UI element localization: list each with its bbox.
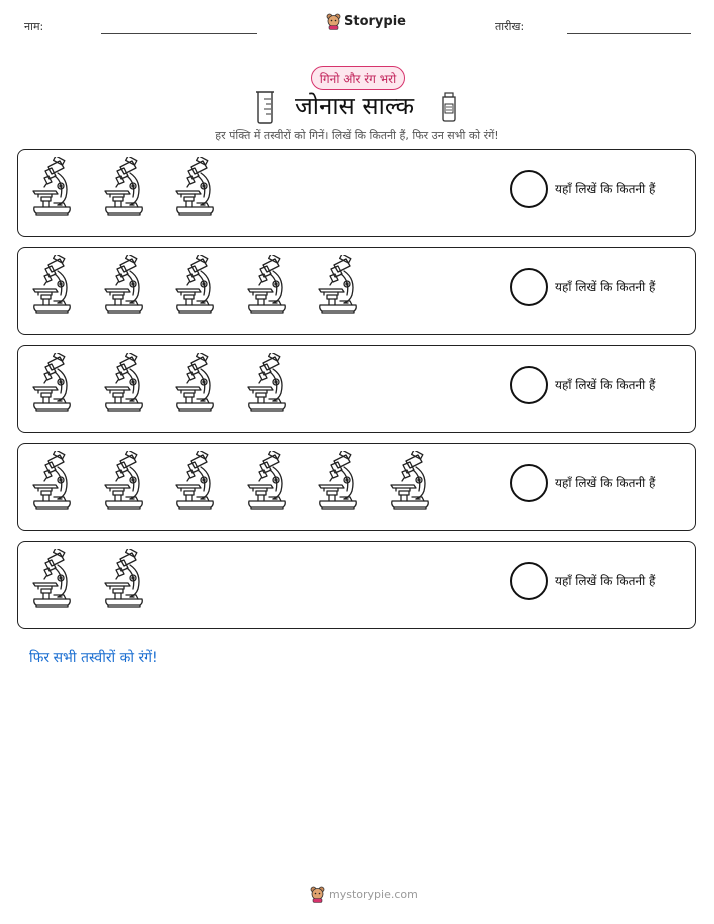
counting-row xyxy=(17,149,696,237)
microscope-icon[interactable] xyxy=(30,451,74,515)
microscope-icon[interactable] xyxy=(30,549,74,613)
date-label: तारीख: xyxy=(495,20,525,33)
microscope-icon[interactable] xyxy=(30,157,74,221)
counting-row xyxy=(17,345,696,433)
answer-circle[interactable] xyxy=(510,562,548,600)
activity-badge: गिनो और रंग भरो xyxy=(311,66,405,90)
counting-row xyxy=(17,443,696,531)
bear-logo-icon xyxy=(310,886,325,903)
name-label: नाम: xyxy=(24,20,44,33)
microscope-icon[interactable] xyxy=(30,255,74,319)
microscope-icon[interactable] xyxy=(102,451,146,515)
microscope-icon[interactable] xyxy=(245,451,289,515)
answer-prompt: यहाँ लिखें कि कितनी हैं xyxy=(555,182,656,196)
microscope-icon[interactable] xyxy=(173,157,217,221)
microscope-icon[interactable] xyxy=(388,451,432,515)
page-title: जोनास साल्क xyxy=(295,92,415,120)
answer-circle[interactable] xyxy=(510,170,548,208)
answer-circle[interactable] xyxy=(510,366,548,404)
microscope-icon[interactable] xyxy=(102,157,146,221)
instructions: हर पंक्ति में तस्वीरों को गिनें। लिखें कि कितनी हैं, फिर उन सभी को रंगें! xyxy=(215,129,499,142)
site-footer xyxy=(310,886,418,903)
title-row xyxy=(0,89,714,125)
answer-circle[interactable] xyxy=(510,268,548,306)
microscope-icon[interactable] xyxy=(173,353,217,417)
microscope-icon[interactable] xyxy=(102,549,146,613)
beaker-icon xyxy=(254,90,276,124)
answer-prompt: यहाँ लिखें कि कितनी हैं xyxy=(555,476,656,490)
microscope-icon[interactable] xyxy=(316,451,360,515)
counting-row xyxy=(17,247,696,335)
answer-prompt: यहाँ लिखें कि कितनी हैं xyxy=(555,280,656,294)
microscope-icon[interactable] xyxy=(173,451,217,515)
microscope-icon[interactable] xyxy=(245,255,289,319)
microscope-icon[interactable] xyxy=(316,255,360,319)
microscope-icon[interactable] xyxy=(173,255,217,319)
microscope-icon[interactable] xyxy=(102,353,146,417)
microscope-icon[interactable] xyxy=(30,353,74,417)
vial-icon xyxy=(440,92,458,122)
brand-name: Storypie xyxy=(344,14,406,29)
answer-prompt: यहाँ लिखें कि कितनी हैं xyxy=(555,378,656,392)
bear-logo-icon xyxy=(326,13,341,30)
microscope-icon[interactable] xyxy=(245,353,289,417)
microscope-icon[interactable] xyxy=(102,255,146,319)
coloring-note: फिर सभी तस्वीरों को रंगें! xyxy=(29,650,158,666)
date-line xyxy=(567,33,691,34)
brand-logo xyxy=(326,13,406,30)
answer-circle[interactable] xyxy=(510,464,548,502)
site-url: mystorypie.com xyxy=(329,888,418,901)
answer-prompt: यहाँ लिखें कि कितनी हैं xyxy=(555,574,656,588)
name-line xyxy=(101,33,257,34)
counting-row xyxy=(17,541,696,629)
